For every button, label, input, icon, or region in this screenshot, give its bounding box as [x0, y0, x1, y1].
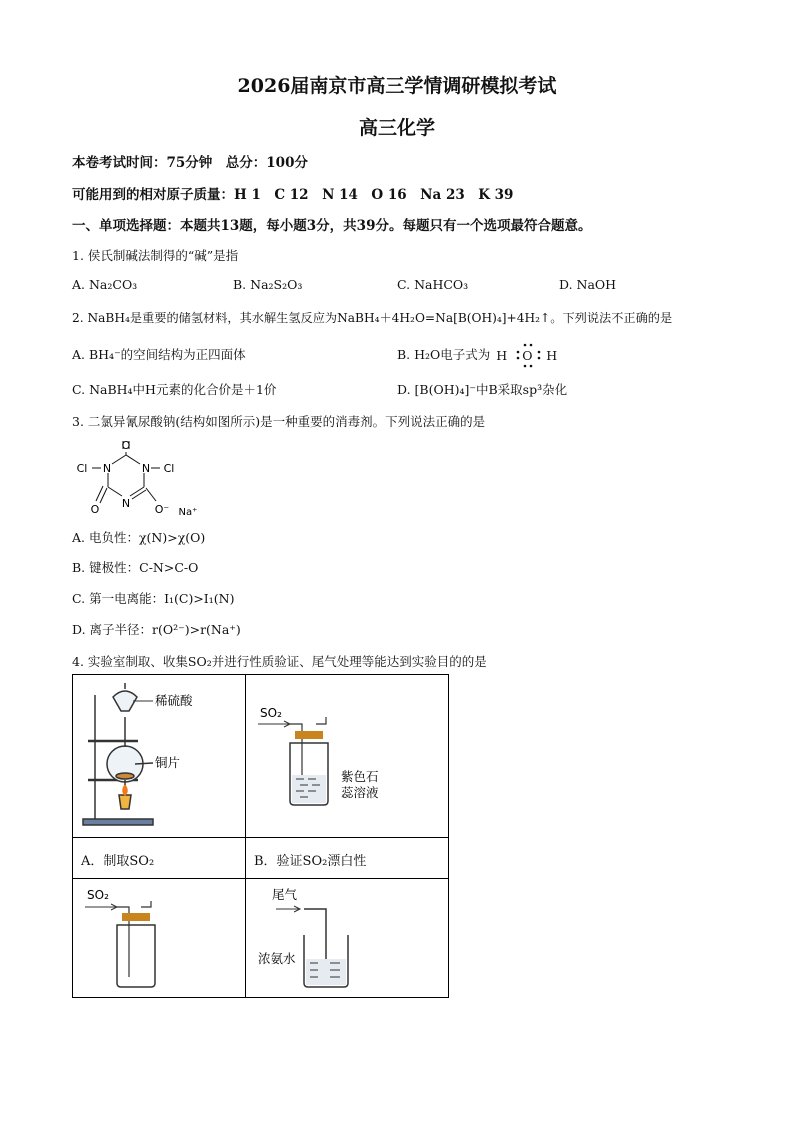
label-so2-b: SO₂ [260, 706, 282, 720]
exam-title: 2026届南京市高三学情调研模拟考试 [237, 75, 557, 97]
q3-option-b[interactable]: B. 键极性：C-N>C-O [72, 560, 199, 575]
q2-option-c[interactable]: C. NaBH₄中H元素的化合价是＋1价 [72, 382, 277, 397]
caption-a-cell [73, 838, 246, 879]
atom-n-bottom: N [121, 497, 131, 510]
atomic-mass-line: 可能用到的相对原子质量：H 1 C 12 N 14 O 16 Na 23 K 39 [72, 187, 514, 203]
exam-time-line: 本卷考试时间：75分钟 总分：100分 [72, 155, 308, 171]
label-litmus-line1: 紫色石 [341, 769, 379, 784]
q3-option-a[interactable]: A. 电负性：χ(N)>χ(O) [72, 530, 206, 545]
apparatus-b-cell[interactable] [246, 675, 449, 838]
q2-option-b[interactable] [397, 345, 558, 364]
atom-o-left: O [90, 503, 100, 516]
q1-option-c[interactable]: C. NaHCO₃ [397, 277, 469, 292]
apparatus-d-cell[interactable] [246, 879, 449, 998]
label-litmus-line2: 蕊溶液 [341, 785, 379, 800]
formula-h-left: H [496, 347, 508, 363]
q1-stem: 1. 侯氏制碱法制得的“碱”是指 [72, 248, 239, 263]
atom-o-top: O [121, 439, 131, 452]
water-electron-formula [494, 348, 558, 364]
label-conc-ammonia: 浓氨水 [258, 951, 296, 966]
q4-stem: 4. 实验室制取、收集SO₂并进行性质验证、尾气处理等能达到实验目的的是 [72, 654, 487, 669]
electron-dots [494, 341, 558, 369]
q2-option-d[interactable]: D. [B(OH)₄]⁻中B采取sp³杂化 [397, 382, 568, 397]
apparatus-a-drawing [73, 675, 245, 833]
label-tail-gas: 尾气 [272, 887, 298, 902]
dichloroisocyanurate-structure [70, 437, 210, 519]
section-heading: 一、单项选择题：本题共13题，每小题3分，共39分。每题只有一个选项最符合题意。 [72, 218, 592, 234]
apparatus-d-drawing [246, 879, 448, 993]
label-so2-c: SO₂ [87, 888, 109, 902]
caption-b-cell [246, 838, 449, 879]
atom-cl-left: Cl [76, 462, 88, 475]
q2-option-a[interactable]: A. BH₄⁻的空间结构为正四面体 [72, 347, 246, 362]
q2-option-b-label: B. H₂O电子式为 [397, 347, 491, 362]
q4-apparatus-table [72, 674, 449, 998]
atom-n-left: N [102, 462, 112, 475]
q3-stem: 3. 二氯异氰尿酸钠(结构如图所示)是一种重要的消毒剂。下列说法正确的是 [72, 414, 486, 429]
atom-n-right: N [141, 462, 151, 475]
apparatus-b-drawing [246, 675, 448, 833]
apparatus-c-drawing [73, 879, 245, 993]
q2-stem: 2. NaBH₄是重要的储氢材料，其水解生氢反应为NaBH₄＋4H₂O=Na[B(OH)₄]+4H₂↑。下列说法不正确的是 [72, 311, 673, 325]
q1-option-a[interactable]: A. Na₂CO₃ [72, 277, 138, 292]
caption-b: B．验证SO₂漂白性 [254, 854, 367, 869]
label-dilute-sulfuric-acid: 稀硫酸 [155, 693, 193, 708]
label-copper: 铜片 [155, 755, 181, 770]
q3-option-d[interactable]: D. 离子半径：r(O²⁻)>r(Na⁺) [72, 622, 241, 637]
apparatus-a-cell[interactable] [73, 675, 246, 838]
q1-option-b[interactable]: B. Na₂S₂O₃ [233, 277, 303, 292]
atom-cl-right: Cl [163, 462, 175, 475]
formula-o: O [522, 347, 533, 363]
ion-na-plus: Na⁺ [178, 507, 198, 518]
atom-o-minus: O⁻ [154, 503, 170, 516]
formula-h-right: H [546, 347, 558, 363]
caption-a: A．制取SO₂ [81, 854, 155, 869]
apparatus-c-cell[interactable] [73, 879, 246, 998]
exam-subtitle: 高三化学 [358, 117, 435, 139]
q1-option-d[interactable]: D. NaOH [559, 277, 617, 292]
q3-option-c[interactable]: C. 第一电离能：I₁(C)>I₁(N) [72, 591, 235, 606]
